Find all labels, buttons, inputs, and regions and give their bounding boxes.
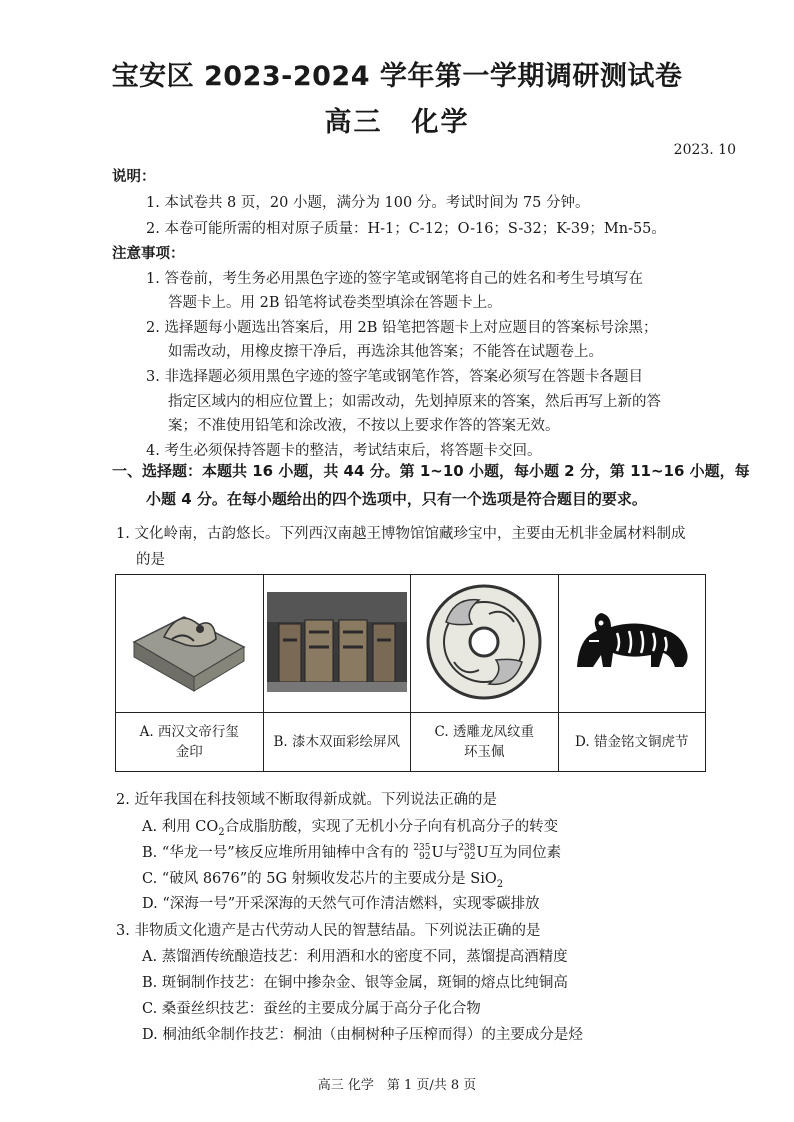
screen-photo-icon bbox=[267, 592, 407, 692]
exam-date: 2023. 10 bbox=[673, 142, 736, 158]
note-line: 指定区域内的相应位置上；如需改动，先划掉原来的答案，然后再写上新的答 bbox=[168, 393, 661, 410]
option-b-caption bbox=[263, 713, 411, 772]
q3-option-d: D. 桐油纸伞制作技艺：桐油（由桐树种子压榨而得）的主要成分是烃 bbox=[142, 1027, 583, 1043]
option-a-label-cont: 金印 bbox=[175, 744, 203, 760]
q2-b-text-cont: 互为同位素 bbox=[488, 845, 562, 861]
option-c-image bbox=[411, 575, 559, 713]
instructions bbox=[112, 164, 666, 242]
mass-number: 235 bbox=[413, 843, 431, 853]
q2-a-text-cont: 合成脂肪酸，实现了无机小分子向有机高分子的转变 bbox=[224, 819, 559, 835]
element-symbol: U bbox=[476, 845, 489, 861]
note-line: 3. 非选择题必须用黑色字迹的签字笔或钢笔作答，答案必须写在答题卡各题目 bbox=[146, 368, 643, 385]
element-symbol: U bbox=[431, 845, 444, 861]
q2-option-a bbox=[142, 815, 558, 838]
option-a-image bbox=[116, 575, 264, 713]
q1-stem: 1. 文化岭南，古韵悠长。下列西汉南越王博物馆馆藏珍宝中，主要由无机非金属材料制成 bbox=[116, 526, 686, 542]
note-line: 1. 答卷前，考生务必用黑色字迹的签字笔或钢笔将自己的姓名和考生号填写在 bbox=[146, 270, 643, 287]
note-line: 如需改动，用橡皮擦干净后，再选涂其他答案；不能答在试题卷上。 bbox=[168, 344, 603, 361]
option-c-label: C. 透雕龙凤纹重 bbox=[434, 724, 534, 740]
q2-b-text: B. “华龙一号”核反应堆所用铀棒中含有的 bbox=[142, 845, 409, 861]
section-heading-cont: 小题 4 分。在每小题给出的四个选项中，只有一个选项是符合题目的要求。 bbox=[146, 490, 647, 508]
isotope-235 bbox=[413, 844, 430, 862]
jade-pendant-icon bbox=[424, 582, 544, 702]
isotope-238 bbox=[458, 844, 475, 862]
q2-option-c bbox=[142, 867, 503, 890]
option-d-caption bbox=[558, 713, 706, 772]
atomic-number: 92 bbox=[463, 852, 476, 862]
bronze-tiger-icon bbox=[567, 597, 697, 687]
option-b-image bbox=[263, 575, 411, 713]
notes-label: 注意事项： bbox=[112, 245, 185, 262]
q3-option-a: A. 蒸馏酒传统酿造技艺：利用酒和水的密度不同，蒸馏提高酒精度 bbox=[142, 949, 568, 965]
q2-a-sub: 2 bbox=[218, 826, 225, 838]
q2-b-mid: 与 bbox=[443, 845, 459, 861]
option-d-image bbox=[558, 575, 706, 713]
instruction-item: 1. 本试卷共 8 页，20 小题，满分为 100 分。考试时间为 75 分钟。 bbox=[146, 195, 590, 211]
notes bbox=[112, 242, 661, 463]
note-line: 2. 选择题每小题选出答案后，用 2B 铅笔把答题卡上对应题目的答案标号涂黑； bbox=[146, 319, 658, 336]
option-c-caption bbox=[411, 713, 559, 772]
note-line: 答题卡上。用 2B 铅笔将试卷类型填涂在答题卡上。 bbox=[168, 295, 502, 312]
q2-option-b bbox=[142, 841, 561, 862]
q1-stem-cont: 的是 bbox=[136, 552, 165, 568]
note-line: 案；不准使用铅笔和涂改液，不按以上要求作答的答案无效。 bbox=[168, 418, 560, 435]
q3-option-b: B. 斑铜制作技艺：在铜中掺杂金、银等金属，斑铜的熔点比纯铜高 bbox=[142, 975, 568, 991]
exam-subject: 高三 化学 bbox=[324, 107, 470, 138]
page-footer: 高三 化学 第 1 页/共 8 页 bbox=[317, 1078, 477, 1093]
option-b-label: B. 漆木双面彩绘屏风 bbox=[273, 734, 400, 750]
atomic-number: 92 bbox=[419, 852, 431, 862]
q2-c-text: C. “破风 8676”的 5G 射频收发芯片的主要成分是 SiO bbox=[142, 871, 497, 887]
mass-number: 238 bbox=[458, 843, 476, 853]
option-a-caption bbox=[116, 713, 264, 772]
exam-title: 宝安区 2023-2024 学年第一学期调研测试卷 bbox=[111, 61, 683, 92]
section-heading: 一、选择题：本题共 16 小题，共 44 分。第 1~10 小题，每小题 2 分，第 11~16 小题，每 bbox=[112, 462, 750, 480]
note-line: 4. 考生必须保持答题卡的整洁，考试结束后，将答题卡交回。 bbox=[146, 442, 542, 459]
q2-stem: 2. 近年我国在科技领域不断取得新成就。下列说法正确的是 bbox=[116, 792, 497, 808]
q3-option-c: C. 桑蚕丝织技艺：蚕丝的主要成分属于高分子化合物 bbox=[142, 1001, 481, 1017]
option-c-label-cont: 环玉佩 bbox=[464, 744, 505, 760]
q2-c-sub: 2 bbox=[496, 878, 504, 890]
option-a-label: A. 西汉文帝行玺 bbox=[139, 724, 239, 740]
gold-seal-icon bbox=[124, 587, 254, 697]
instruction-item: 2. 本卷可能所需的相对原子质量：H-1；C-12；O-16；S-32；K-39；Mn-55。 bbox=[146, 221, 666, 237]
q1-options-table bbox=[115, 574, 706, 772]
q2-a-text: A. 利用 CO bbox=[142, 819, 219, 835]
q3-stem: 3. 非物质文化遗产是古代劳动人民的智慧结晶。下列说法正确的是 bbox=[116, 923, 541, 939]
option-d-label: D. 错金铭文铜虎节 bbox=[575, 734, 689, 750]
instructions-label: 说明： bbox=[112, 168, 156, 185]
q2-option-d: D. “深海一号”开采深海的天然气可作清洁燃料，实现零碳排放 bbox=[142, 896, 540, 912]
